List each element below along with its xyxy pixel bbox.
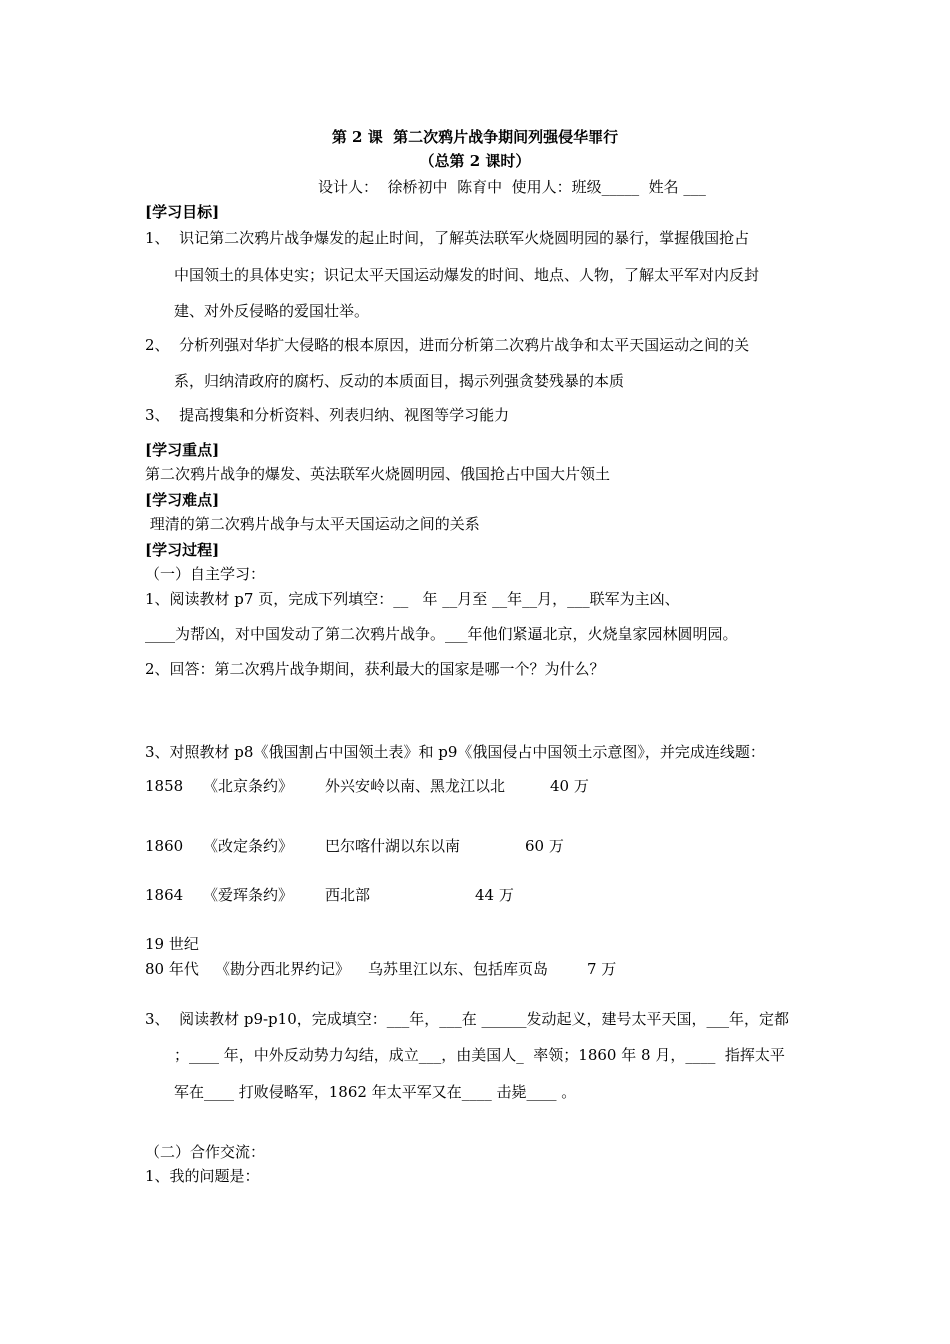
- objective-line: 中国领土的具体史实；识记太平天国运动爆发的时间、地点、人物，了解太平军对内反封: [174, 266, 760, 284]
- match-region: 西北部: [325, 886, 371, 904]
- match-year: 19 世纪: [145, 935, 199, 953]
- self-study-heading: （一）自主学习：: [145, 565, 266, 583]
- process-heading: [学习过程]: [145, 541, 220, 559]
- key-points-text: 第二次鸦片战争的爆发、英法联军火烧圆明园、俄国抢占中国大片领土: [145, 465, 611, 483]
- difficulties-heading: [学习难点]: [145, 491, 220, 509]
- question-4-line-3: 军在____ 打败侵略军，1862 年太平军又在____ 击毙____ 。: [174, 1083, 577, 1101]
- match-year: 1858: [145, 777, 184, 795]
- question-3-intro: 3、对照教材 p8《俄国割占中国领土表》和 p9《俄国侵占中国领土示意图》，并完成连线题：: [145, 743, 765, 761]
- match-treaty: 《爱珲条约》: [203, 886, 294, 904]
- match-region: 巴尔喀什湖以东以南: [325, 837, 461, 855]
- question-4-line-1: 3、 阅读教材 p9-p10，完成填空：___年，___在 ______发动起义，建号太平天国，___年，定都: [145, 1010, 790, 1028]
- match-region: 外兴安岭以南、黑龙江以北: [325, 777, 506, 795]
- objective-line: 1、 识记第二次鸦片战争爆发的起止时间，了解英法联军火烧圆明园的暴行，掌握俄国抢占: [145, 229, 750, 247]
- question-2: 2、回答：第二次鸦片战争期间，获利最大的国家是哪一个？为什么？: [145, 660, 605, 678]
- objectives-heading: [学习目标]: [145, 203, 220, 221]
- match-treaty: 《勘分西北界约记》: [215, 960, 351, 978]
- page-subtitle: （总第 2 课时）: [419, 152, 531, 170]
- objective-line: 3、 提高搜集和分析资料、列表归纳、视图等学习能力: [145, 406, 510, 424]
- match-region: 乌苏里江以东、包括库页岛: [368, 960, 549, 978]
- question-4-line-2: ；____ 年，中外反动势力勾结，成立___，由美国人_ 率领；1860 年 8 月，____ 指挥太平: [174, 1046, 785, 1064]
- objective-line: 建、对外反侵略的爱国壮举。: [174, 302, 370, 320]
- match-area: 60 万: [525, 837, 564, 855]
- match-year: 80 年代: [145, 960, 199, 978]
- designer-info: 设计人： 徐桥初中 陈育中 使用人：班级_____ 姓名 ___: [318, 178, 706, 196]
- cooperation-heading: （二）合作交流：: [145, 1143, 266, 1161]
- objective-line: 系，归纳清政府的腐朽、反动的本质面目，揭示列强贪婪残暴的本质: [174, 372, 625, 390]
- question-1-line-2: ____为帮凶，对中国发动了第二次鸦片战争。___年他们紧逼北京，火烧皇家园林圆明园。: [145, 625, 738, 643]
- match-year: 1864: [145, 886, 184, 904]
- match-area: 7 万: [587, 960, 617, 978]
- match-area: 44 万: [475, 886, 514, 904]
- cooperation-question-1: 1、我的问题是：: [145, 1167, 260, 1185]
- difficulties-text: 理清的第二次鸦片战争与太平天国运动之间的关系: [145, 515, 480, 533]
- match-year: 1860: [145, 837, 184, 855]
- page-title: 第 2 课 第二次鸦片战争期间列强侵华罪行: [331, 128, 619, 146]
- key-points-heading: [学习重点]: [145, 441, 220, 459]
- question-1-line-1: 1、阅读教材 p7 页，完成下列填空：__ 年 __月至 __年__月，___联军为主凶、: [145, 590, 680, 608]
- objective-line: 2、 分析列强对华扩大侵略的根本原因，进而分析第二次鸦片战争和太平天国运动之间的关: [145, 336, 750, 354]
- match-treaty: 《北京条约》: [203, 777, 294, 795]
- match-treaty: 《改定条约》: [203, 837, 294, 855]
- match-area: 40 万: [550, 777, 589, 795]
